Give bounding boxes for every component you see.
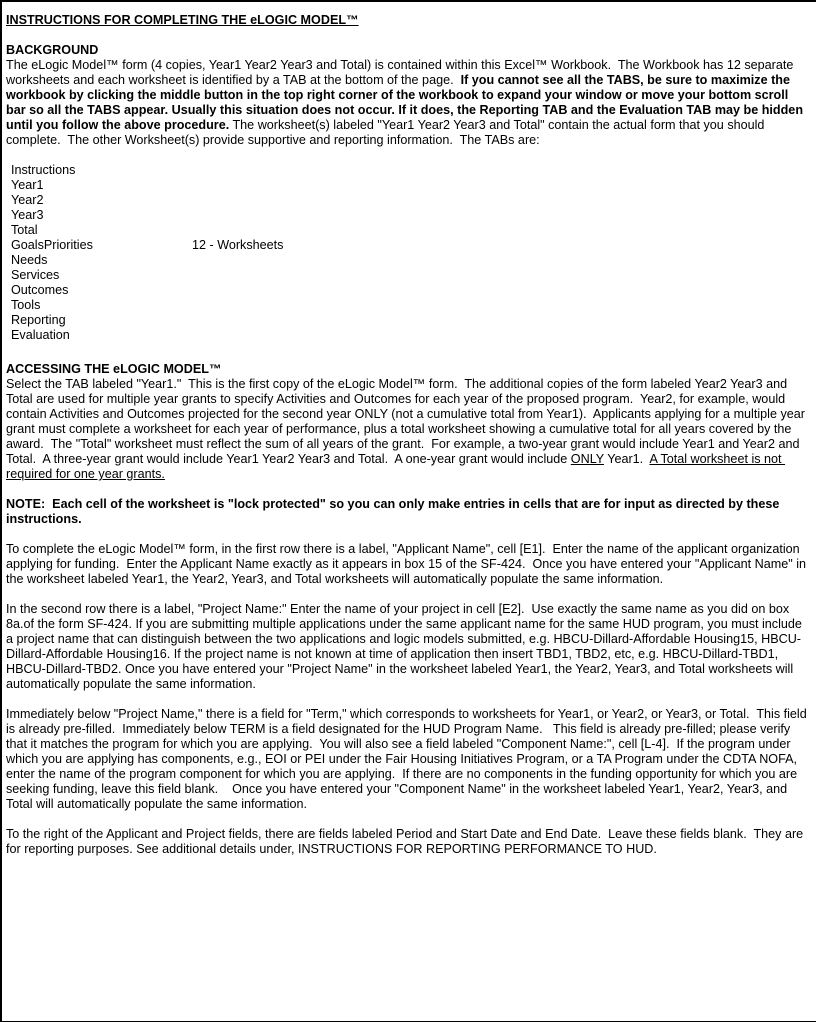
accessing-text-2: Year1. xyxy=(603,452,650,466)
tab-list-item xyxy=(11,268,810,283)
note-paragraph: NOTE: Each cell of the worksheet is "lock protected" so you can only make entries in cells that are for input as directed by these instructions. xyxy=(6,497,783,526)
tab-label-tools: Tools xyxy=(11,298,41,312)
applicant-name-paragraph: To complete the eLogic Model™ form, in the first row there is a label, "Applicant Name", cell [E1]. Enter the name of the applicant organization applying for funding. Enter the Applicant Name exactly as it appears in box 15 of the SF-424. Once you have entered your "Applicant Name" in the worksheet labeled Year1, the Year2, Year3, and Total worksheets will automatically populate the same information. xyxy=(6,542,810,586)
background-heading: BACKGROUND xyxy=(6,43,99,57)
tab-list-item xyxy=(11,328,810,343)
tab-list-item xyxy=(11,163,810,178)
tab-label-year2: Year2 xyxy=(11,193,44,207)
tab-label-reporting: Reporting xyxy=(11,313,66,327)
background-section xyxy=(6,43,810,148)
tab-label-goalspriorities: GoalsPriorities xyxy=(11,238,93,252)
tab-list-item xyxy=(11,223,810,238)
accessing-text-1: Select the TAB labeled "Year1." This is the first copy of the eLogic Model™ form. The additional copies of the form labeled Year2 Year3 and Total are used for multiple year grants to specify Activities and Outcomes for each year of the proposed program. Year2, for example, would contain Activities and Outcomes projected for the second year ONLY (not a cumulative total from Year1). Applicants applying for a multiple year grant must complete a worksheet for each year of performance, plus a total worksheet showing a cumulative total for all years covered by the award. The "Total" worksheet must reflect the sum of all years of the grant. For example, a two-year grant would include Year1 and Year2 and Total. A three-year grant would include Year1 Year2 Year3 and Total. A one-year grant would include xyxy=(6,377,809,466)
tab-list-item xyxy=(11,283,810,298)
accessing-section xyxy=(6,362,810,482)
tab-label-outcomes: Outcomes xyxy=(11,283,69,297)
accessing-heading: ACCESSING THE eLOGIC MODEL™ xyxy=(6,362,222,376)
tab-label-services: Services xyxy=(11,268,60,282)
tab-list-item xyxy=(11,298,810,313)
background-text-bold: If you cannot see all the TABS, be sure to maximize the workbook by clicking the middle button in the top right corner of the workbook to expand your window or move your bottom scroll bar so all the TABS appear. Usually this situation does not occur. If it does, the Reporting TAB and the Evaluation TAB may be hidden until you follow the above procedure. xyxy=(6,73,807,132)
tabs-list xyxy=(6,163,810,343)
tab-list-item xyxy=(11,253,810,268)
term-component-paragraph: Immediately below "Project Name," there is a field for "Term," which corresponds to worksheets for Year1, or Year2, or Year3, or Total. This field is already pre-filled. Immediately below TERM is a field designated for the HUD Program Name. This field is already pre-filled; please verify that it matches the program for which you are applying. You will also see a field labeled "Component Name:", cell [L-4]. If the program under which you are applying has components, e.g., EOI or PEI under the Fair Housing Initiatives Program, or a TA Program under the CDTA NOFA, enter the name of the program component for which you are applying. If there are no components in the funding opportunity for which you are seeking funding, leave this field blank. Once you have entered your "Component Name" in the worksheet labeled Year1, Year2, Year3, and Total will automatically populate the same information. xyxy=(6,707,811,811)
background-text-2: The worksheet(s) labeled "Year1 Year2 Year3 and Total" contain the actual form that you should complete. The other Worksheet(s) provide supportive and reporting information. The TABs are: xyxy=(6,118,768,147)
tab-list-item xyxy=(11,193,810,208)
tab-list-item xyxy=(11,313,810,328)
document-title: INSTRUCTIONS FOR COMPLETING THE eLOGIC MODEL™ xyxy=(6,13,359,27)
accessing-text-underline-total: A Total worksheet is not required for one year grants. xyxy=(6,452,786,481)
worksheets-count-note: 12 - Worksheets xyxy=(192,238,284,252)
tab-list-item xyxy=(11,238,810,253)
accessing-text-underline-only: ONLY xyxy=(570,452,604,466)
accessing-paragraph xyxy=(6,377,810,482)
tab-label-evaluation: Evaluation xyxy=(11,328,70,342)
project-name-paragraph: In the second row there is a label, "Project Name:" Enter the name of your project in cell [E2]. Use exactly the same name as you did on box 8a.of the form SF-424. If you are submitting multiple applications under the same applicant name for the same HUD program, you must include a project name that can distinguish between the two applications and logic models submitted, e.g. HBCU-Dillard-Affordable Housing15, HBCU-Dillard-Affordable Housing16. If the project name is not known at time of application then insert TBD1, TBD2, etc, e.g. HBCU-Dillard-TBD1, HBCU-Dillard-TBD2. Once you have entered your "Project Name" in the worksheet labeled Year1, the Year2, Year3, and Total worksheets will automatically populate the same information. xyxy=(6,602,806,691)
background-text-1: The eLogic Model™ form (4 copies, Year1 Year2 Year3 and Total) is contained within this Excel™ Workbook. The Workbook has 12 separate worksheets and each worksheet is identified by a TAB at the bottom of the page. xyxy=(6,58,797,87)
tab-label-year1: Year1 xyxy=(11,178,44,192)
period-dates-paragraph: To the right of the Applicant and Project fields, there are fields labeled Period and Start Date and End Date. Leave these fields blank. They are for reporting purposes. See additional details under, INSTRUCTIONS FOR REPORTING PERFORMANCE TO HUD. xyxy=(6,827,807,856)
tab-list-item xyxy=(11,178,810,193)
tab-list-item xyxy=(11,208,810,223)
tab-label-year3: Year3 xyxy=(11,208,44,222)
tab-label-needs: Needs xyxy=(11,253,48,267)
tab-label-instructions: Instructions xyxy=(11,163,76,177)
tab-label-total: Total xyxy=(11,223,38,237)
background-paragraph xyxy=(6,58,810,148)
